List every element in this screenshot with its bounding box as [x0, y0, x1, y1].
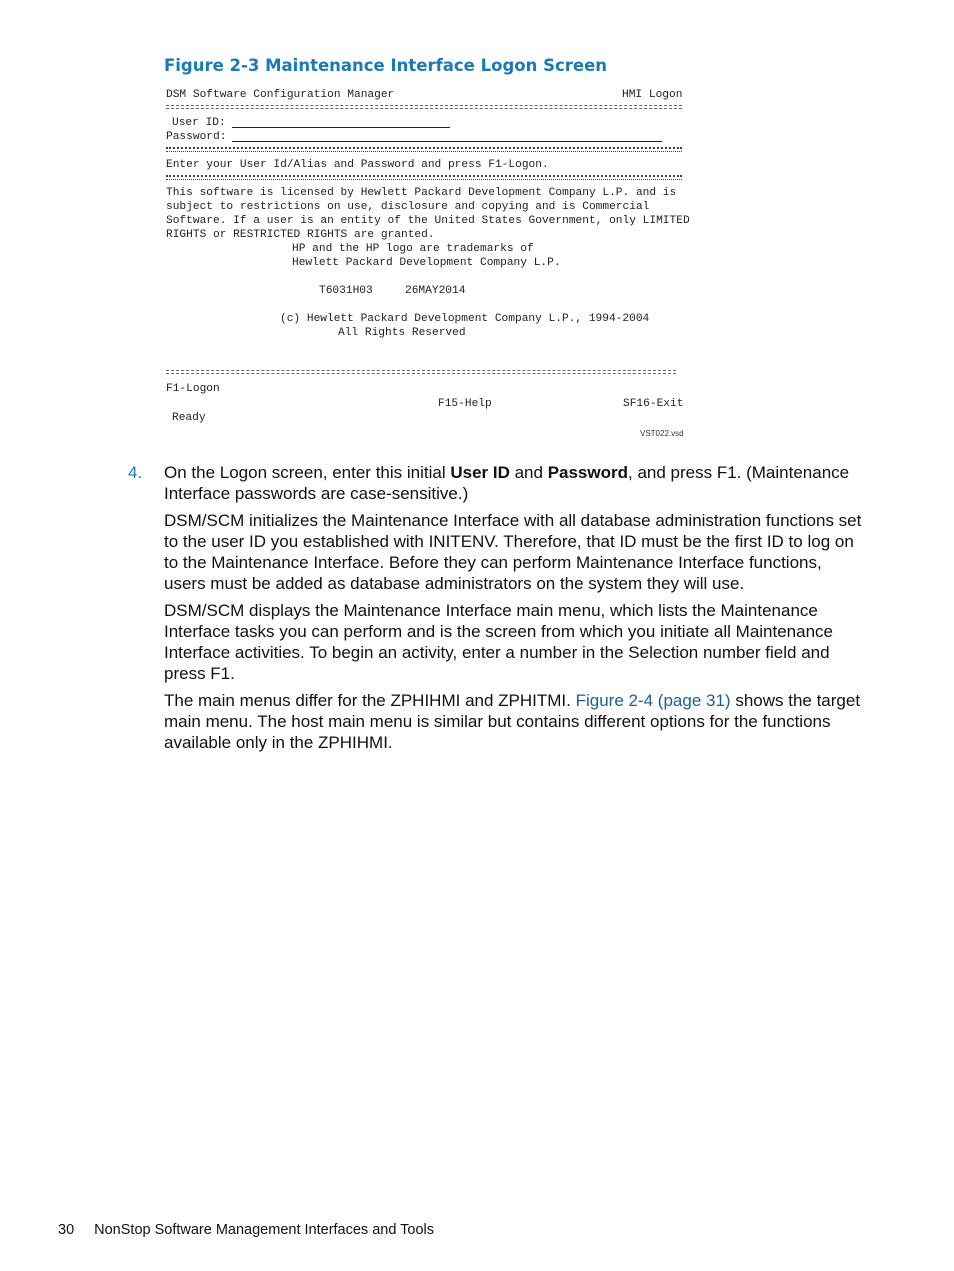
divider [166, 147, 682, 152]
f15-help-key[interactable]: F15-Help [438, 398, 492, 410]
user-id-label: User ID: [172, 117, 226, 129]
divider [166, 370, 676, 371]
logon-screen-image [164, 84, 690, 444]
screen-name: HMI Logon [622, 89, 683, 101]
license-line: RIGHTS or RESTRICTED RIGHTS are granted. [166, 229, 435, 241]
step-text-part: , and press F1. (Maintenance Interface passwords are case-sensitive.) [164, 463, 850, 503]
step-text-part: On the Logon screen, enter this initial [164, 463, 451, 482]
page-number: 30 [58, 1222, 75, 1238]
step-number: 4. [128, 463, 143, 482]
date-text: 26MAY2014 [405, 285, 466, 297]
step-text [164, 462, 866, 504]
license-line: This software is licensed by Hewlett Packard Development Company L.P. and is [166, 187, 677, 199]
instruction-text: Enter your User Id/Alias and Password and press F1-Logon. [166, 159, 549, 171]
license-line: Software. If a user is an entity of the United States Government, only LIMITED [166, 215, 690, 227]
password-field[interactable] [232, 141, 662, 142]
version-text: T6031H03 [319, 285, 373, 297]
app-name: DSM Software Configuration Manager [166, 89, 395, 101]
footer-title: NonStop Software Management Interfaces and Tools [94, 1222, 435, 1238]
f1-logon-key[interactable]: F1-Logon [166, 383, 220, 395]
rights-text: All Rights Reserved [338, 327, 466, 339]
license-line: subject to restrictions on use, disclosure and copying and is Commercial [166, 201, 650, 213]
trademark-line: Hewlett Packard Development Company L.P. [292, 257, 561, 269]
divider [166, 108, 682, 109]
paragraph-main-menu: DSM/SCM displays the Maintenance Interface main menu, which lists the Maintenance Interface tasks you can perform and is the screen from which you initiate all Maintenance Interface activities. To begin an activity, enter a number in the Selection number field and press F1. [164, 601, 834, 683]
step-text-part: and [509, 463, 548, 482]
paragraph-text-part: The main menus differ for the ZPHIHMI and ZPHITMI. [164, 691, 576, 710]
figure-title: Figure 2-3 Maintenance Interface Logon Screen [164, 56, 608, 75]
password-label: Password: [166, 131, 227, 143]
figure-2-4-link[interactable]: Figure 2-4 (page 31) [575, 691, 731, 710]
paragraph-initialize: DSM/SCM initializes the Maintenance Interface with all database administration functions set to the user ID you established with INITENV. Therefore, that ID must be the first ID to log on to the Maintenance Interface. Before they can perform Maintenance Interface functions, users must be added as database administrators on the system they will use. [164, 511, 862, 593]
sf16-exit-key[interactable]: SF16-Exit [623, 398, 684, 410]
paragraph-menus-differ [164, 690, 866, 753]
divider [166, 175, 682, 180]
divider [166, 373, 676, 374]
user-id-field[interactable] [232, 127, 450, 128]
page-footer [58, 1222, 434, 1238]
trademark-line: HP and the HP logo are trademarks of [292, 243, 534, 255]
copyright-text: (c) Hewlett Packard Development Company L.P., 1994-2004 [280, 313, 650, 325]
password-term: Password [547, 463, 628, 482]
paragraph-text-part: shows the target main menu. The host main menu is similar but contains different options for the functions available only in the ZPHIHMI. [164, 691, 861, 752]
user-id-term: User ID [450, 463, 510, 482]
divider [166, 105, 682, 106]
status-text: Ready [172, 412, 206, 424]
file-label: VST022.vsd [640, 429, 684, 438]
